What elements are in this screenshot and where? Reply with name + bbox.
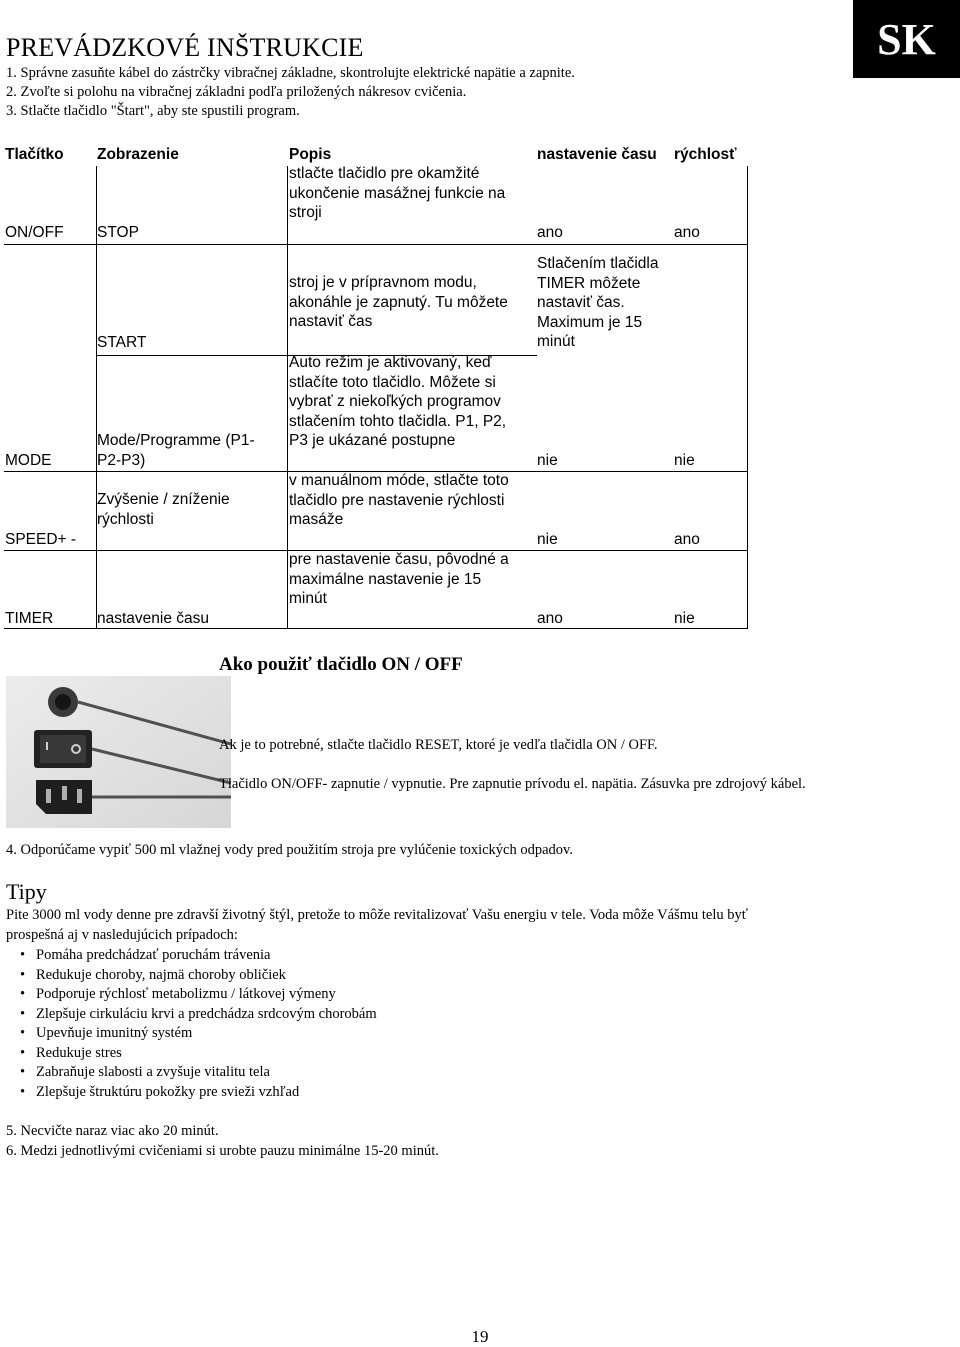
page-number: 19 — [471, 1327, 489, 1346]
speed-button-name: SPEED+ - — [5, 531, 77, 548]
list-item: • Redukuje choroby, najmä choroby obličiek — [20, 966, 377, 986]
list-item: • Podporuje rýchlosť metabolizmu / látkovej výmeny — [20, 985, 377, 1005]
device-panel-photo — [6, 676, 231, 828]
start-description: stroj je v prípravnom modu, akonáhle je zapnutý. Tu môžete nastaviť čas — [289, 274, 508, 330]
header-time: nastavenie času — [537, 146, 657, 163]
step-6: 6. Medzi jednotlivými cvičeniami si urobte pauzu minimálne 15-20 minút. — [6, 1142, 439, 1159]
mode-description: Auto režim je aktivovaný, keď stlačíte toto tlačidlo. Môžete si vybrať z niekoľkých programov stlačením tohto tlačidla. P1, P2, P3 je ukázané postupne — [289, 354, 507, 449]
onoff-line-1: Ak je to potrebné, stlačte tlačidlo RESET, ktoré je vedľa tlačidla ON / OFF. — [219, 737, 658, 753]
speed-speed: ano — [674, 531, 700, 548]
header-button: Tlačítko — [5, 146, 64, 163]
tips-intro: Pite 3000 ml vody denne pre zdravší životný štýl, pretože to môže revitalizovať Vašu energiu v tele. Voda môže Vášmu telu byť prospešná aj v nasledujúcich prípadoch: — [6, 907, 748, 943]
timer-display: nastavenie času — [97, 610, 210, 627]
mode-speed: nie — [674, 452, 695, 469]
grid-line — [287, 166, 288, 629]
header-display: Zobrazenie — [97, 146, 179, 163]
page-title: PREVÁDZKOVÉ INŠTRUKCIE — [6, 33, 364, 62]
onoff-time: ano — [537, 224, 563, 241]
step-3: 3. Stlačte tlačidlo "Štart", aby ste spustili program. — [6, 103, 300, 119]
header-description: Popis — [289, 146, 332, 163]
row-divider — [4, 244, 748, 245]
onoff-display: STOP — [97, 224, 139, 241]
timer-description: pre nastavenie času, pôvodné a maximálne nastavenie je 15 minút — [289, 551, 509, 607]
mode-display: Mode/Programme (P1- P2-P3) — [97, 432, 255, 469]
onoff-line-2: Tlačidlo ON/OFF- zapnutie / vypnutie. Pre zapnutie prívodu el. napätia. Zásuvka pre zdrojový kábel. — [219, 776, 806, 792]
timer-button-name: TIMER — [5, 610, 54, 627]
start-display: START — [97, 334, 147, 351]
onoff-speed: ano — [674, 224, 700, 241]
timer-time: ano — [537, 610, 563, 627]
tips-list — [20, 946, 377, 1102]
timer-speed: nie — [674, 610, 695, 627]
grid-line — [747, 166, 748, 629]
list-item: • Redukuje stres — [20, 1044, 377, 1064]
reset-button-icon — [48, 687, 78, 717]
onoff-heading: Ako použiť tlačidlo ON / OFF — [219, 654, 463, 675]
list-item: • Zabraňuje slabosti a zvyšuje vitalitu tela — [20, 1063, 377, 1083]
step-1: 1. Správne zasuňte kábel do zástrčky vibračnej základne, skontrolujte elektrické napätie a zapnite. — [6, 65, 575, 81]
list-item: • Pomáha predchádzať poruchám trávenia — [20, 946, 377, 966]
list-item: • Zlepšuje štruktúru pokožky pre svieži vzhľad — [20, 1083, 377, 1103]
power-switch-icon — [34, 730, 92, 768]
power-socket-icon — [36, 780, 92, 814]
mode-time: nie — [537, 452, 558, 469]
mode-button-name: MODE — [5, 452, 52, 469]
onoff-description: stlačte tlačidlo pre okamžité ukončenie masážnej funkcie na stroji — [289, 165, 506, 221]
speed-display: Zvýšenie / zníženie rýchlosti — [97, 491, 230, 528]
final-steps — [6, 1122, 439, 1161]
list-item: • Upevňuje imunitný systém — [20, 1024, 377, 1044]
tips-title: Tipy — [6, 879, 47, 904]
start-time-note: Stlačením tlačidla TIMER môžete nastaviť čas. Maximum je 15 minút — [537, 255, 659, 350]
header-speed: rýchlosť — [674, 146, 737, 163]
step-5: 5. Necvičte naraz viac ako 20 minút. — [6, 1123, 219, 1139]
list-item: • Zlepšuje cirkuláciu krvi a predchádza srdcovým chorobám — [20, 1005, 377, 1025]
speed-time: nie — [537, 531, 558, 548]
step-4: 4. Odporúčame vypiť 500 ml vlažnej vody pred použitím stroja pre vylúčenie toxických odpadov. — [6, 842, 573, 858]
onoff-button-name: ON/OFF — [5, 224, 64, 241]
button-table — [4, 144, 748, 629]
step-2: 2. Zvoľte si polohu na vibračnej základni podľa priložených nákresov cvičenia. — [6, 84, 467, 100]
instruction-steps — [6, 64, 575, 121]
language-badge: SK — [853, 0, 960, 78]
speed-description: v manuálnom móde, stlačte toto tlačidlo pre nastavenie rýchlosti masáže — [289, 472, 509, 528]
device-panel-illustration — [6, 676, 231, 828]
